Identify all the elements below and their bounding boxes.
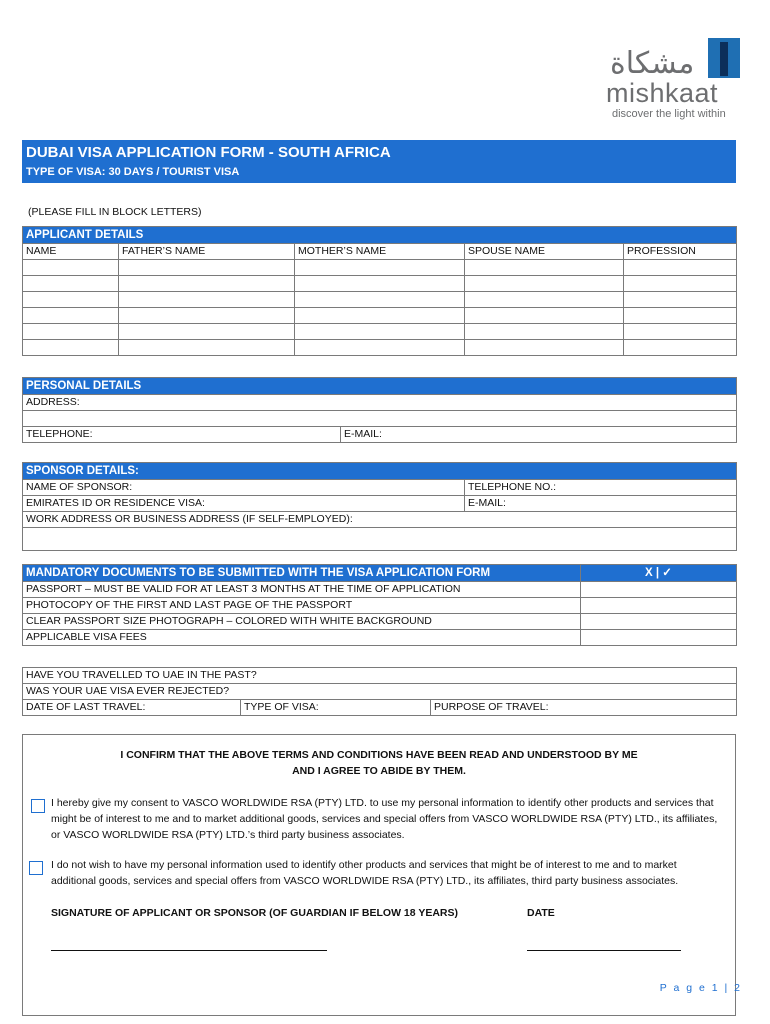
- logo-name: mishkaat: [606, 78, 719, 108]
- applicant-cell[interactable]: [295, 292, 465, 308]
- applicant-cell[interactable]: [23, 340, 119, 356]
- applicant-cell[interactable]: [119, 260, 295, 276]
- document-item: CLEAR PASSPORT SIZE PHOTOGRAPH – COLORED WITH WHITE BACKGROUND: [23, 614, 581, 630]
- applicant-cell[interactable]: [624, 260, 737, 276]
- personal-details-table: [22, 377, 737, 443]
- applicant-row: [23, 340, 737, 356]
- applicant-cell[interactable]: [465, 324, 624, 340]
- address-field-line2[interactable]: [23, 411, 737, 427]
- decline-text: I do not wish to have my personal information used to identify other products and services that might be of interest to me and to market additional goods, services and special offers from VASCO WORLDWIDE RSA (PTY) LTD., its affiliates, third party business associates.: [51, 859, 679, 887]
- col-spouse-name: SPOUSE NAME: [465, 244, 624, 260]
- date-last-travel-field[interactable]: DATE OF LAST TRAVEL:: [23, 700, 241, 716]
- confirmation-box: [22, 734, 736, 1016]
- applicant-cell[interactable]: [295, 324, 465, 340]
- applicant-cell[interactable]: [119, 292, 295, 308]
- applicant-cell[interactable]: [465, 340, 624, 356]
- col-mothers-name: MOTHER’S NAME: [295, 244, 465, 260]
- document-item: PASSPORT – MUST BE VALID FOR AT LEAST 3 MONTHS AT THE TIME OF APPLICATION: [23, 582, 581, 598]
- signature-label: SIGNATURE OF APPLICANT OR SPONSOR (OF GUARDIAN IF BELOW 18 YEARS): [51, 907, 458, 919]
- applicant-cell[interactable]: [465, 308, 624, 324]
- title-banner: [22, 140, 736, 183]
- applicant-cell[interactable]: [624, 276, 737, 292]
- col-fathers-name: FATHER’S NAME: [119, 244, 295, 260]
- decline-checkbox[interactable]: [29, 861, 43, 875]
- documents-table: [22, 564, 737, 646]
- applicant-cell[interactable]: [465, 276, 624, 292]
- date-label: DATE: [527, 907, 555, 919]
- col-profession: PROFESSION: [624, 244, 737, 260]
- work-address-field[interactable]: WORK ADDRESS OR BUSINESS ADDRESS (IF SELF-EMPLOYED):: [23, 512, 737, 528]
- mishkaat-logo: [600, 34, 750, 122]
- applicant-cell[interactable]: [624, 340, 737, 356]
- applicant-cell[interactable]: [295, 260, 465, 276]
- document-item: PHOTOCOPY OF THE FIRST AND LAST PAGE OF THE PASSPORT: [23, 598, 581, 614]
- consent-checkbox[interactable]: [31, 799, 45, 813]
- confirm-line-1: I CONFIRM THAT THE ABOVE TERMS AND CONDITIONS HAVE BEEN READ AND UNDERSTOOD BY ME: [120, 749, 638, 761]
- sponsor-details-table: [22, 462, 737, 551]
- document-check[interactable]: [581, 630, 737, 646]
- lighthouse-icon: [720, 42, 728, 76]
- consent-text: I hereby give my consent to VASCO WORLDWIDE RSA (PTY) LTD. to use my personal information to identify other products and services that might be of interest to me and to market additional goods, services and special offers from VASCO WORLDWIDE RSA (PTY) LTD., its affiliates, or VASCO WORLDWIDE RSA (PTY) LTD.’s third party business associates.: [51, 797, 718, 841]
- purpose-of-travel-field[interactable]: PURPOSE OF TRAVEL:: [431, 700, 737, 716]
- applicant-cell[interactable]: [23, 324, 119, 340]
- applicant-cell[interactable]: [295, 308, 465, 324]
- block-letters-note: (PLEASE FILL IN BLOCK LETTERS): [28, 206, 202, 218]
- signature-line[interactable]: [51, 949, 327, 951]
- applicant-cell[interactable]: [23, 276, 119, 292]
- personal-details-heading: PERSONAL DETAILS: [23, 378, 737, 395]
- telephone-field[interactable]: TELEPHONE:: [23, 427, 341, 443]
- applicant-row: [23, 308, 737, 324]
- type-of-visa-field[interactable]: TYPE OF VISA:: [241, 700, 431, 716]
- date-line[interactable]: [527, 949, 681, 951]
- sponsor-details-heading: SPONSOR DETAILS:: [23, 463, 737, 480]
- rejected-question[interactable]: WAS YOUR UAE VISA EVER REJECTED?: [23, 684, 737, 700]
- sponsor-name-field[interactable]: NAME OF SPONSOR:: [23, 480, 465, 496]
- applicant-cell[interactable]: [119, 276, 295, 292]
- form-title: DUBAI VISA APPLICATION FORM - SOUTH AFRICA: [26, 144, 391, 161]
- applicant-cell[interactable]: [295, 340, 465, 356]
- col-name: NAME: [23, 244, 119, 260]
- check-column-header: X | ✓: [581, 565, 737, 582]
- travel-history-table: [22, 667, 737, 716]
- logo-tagline: discover the light within: [612, 108, 726, 120]
- applicant-cell[interactable]: [624, 324, 737, 340]
- applicant-details-heading: APPLICANT DETAILS: [23, 227, 737, 244]
- applicant-cell[interactable]: [23, 260, 119, 276]
- applicant-cell[interactable]: [119, 340, 295, 356]
- document-check[interactable]: [581, 598, 737, 614]
- documents-heading: MANDATORY DOCUMENTS TO BE SUBMITTED WITH THE VISA APPLICATION FORM: [23, 565, 581, 582]
- page-number: P a g e 1 | 2: [659, 982, 742, 994]
- document-check[interactable]: [581, 582, 737, 598]
- address-field[interactable]: ADDRESS:: [23, 395, 737, 411]
- applicant-row: [23, 324, 737, 340]
- applicant-cell[interactable]: [624, 292, 737, 308]
- logo-arabic-text: مشكاة: [610, 46, 695, 81]
- applicant-cell[interactable]: [119, 324, 295, 340]
- applicant-details-table: [22, 226, 737, 356]
- sponsor-email-field[interactable]: E-MAIL:: [465, 496, 737, 512]
- work-address-line2[interactable]: [23, 528, 737, 551]
- applicant-cell[interactable]: [23, 292, 119, 308]
- emirates-id-field[interactable]: EMIRATES ID OR RESIDENCE VISA:: [23, 496, 465, 512]
- applicant-row: [23, 276, 737, 292]
- applicant-cell[interactable]: [295, 276, 465, 292]
- applicant-cell[interactable]: [465, 260, 624, 276]
- applicant-cell[interactable]: [465, 292, 624, 308]
- visa-type: TYPE OF VISA: 30 DAYS / TOURIST VISA: [26, 166, 240, 178]
- document-item: APPLICABLE VISA FEES: [23, 630, 581, 646]
- travelled-question[interactable]: HAVE YOU TRAVELLED TO UAE IN THE PAST?: [23, 668, 737, 684]
- sponsor-telephone-field[interactable]: TELEPHONE NO.:: [465, 480, 737, 496]
- applicant-cell[interactable]: [624, 308, 737, 324]
- document-check[interactable]: [581, 614, 737, 630]
- applicant-cell[interactable]: [119, 308, 295, 324]
- email-field[interactable]: E-MAIL:: [341, 427, 737, 443]
- confirm-line-2: AND I AGREE TO ABIDE BY THEM.: [292, 765, 466, 777]
- applicant-row: [23, 260, 737, 276]
- applicant-cell[interactable]: [23, 308, 119, 324]
- applicant-row: [23, 292, 737, 308]
